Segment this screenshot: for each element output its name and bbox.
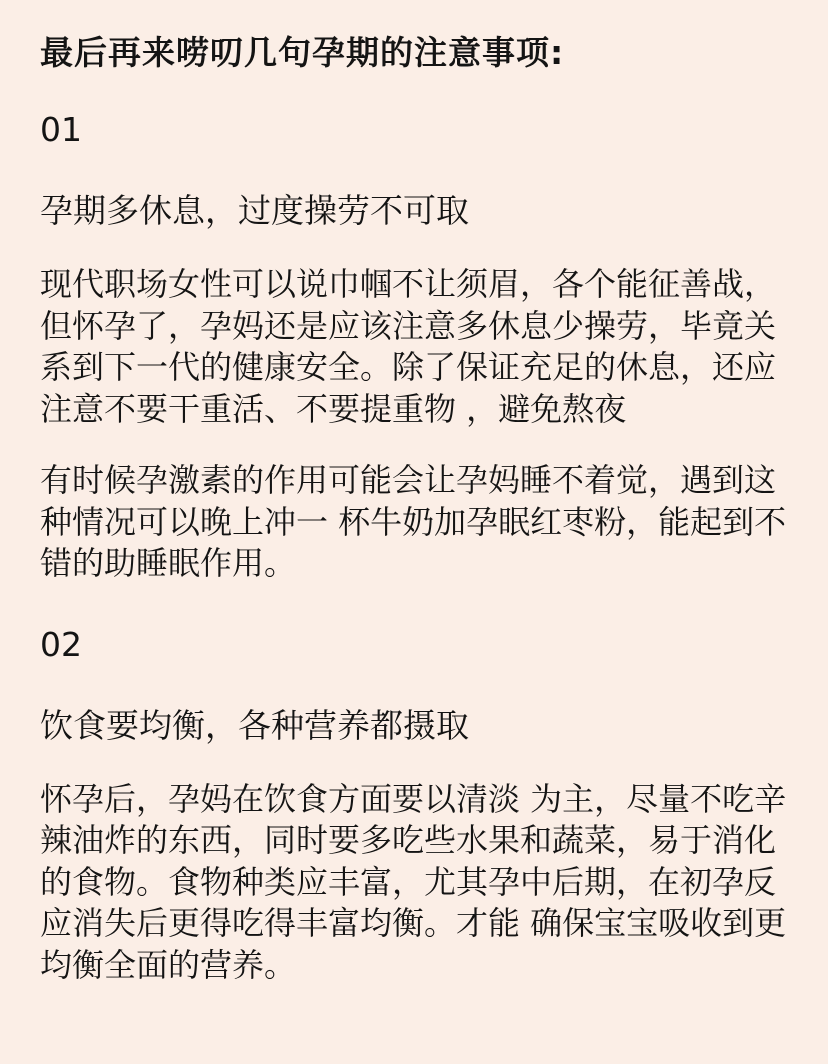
section-heading: 孕期多休息，过度操劳不可取 <box>40 191 469 230</box>
page-title: 最后再来唠叨几句孕期的注意事项: <box>40 33 565 72</box>
section-number: 01 <box>40 110 82 149</box>
paragraph: 有时候孕激素的作用可能会让孕妈睡不着觉，遇到这种情况可以晚上冲一 杯牛奶加孕眠红枣粉，能起到不错的助睡眠作用。 <box>40 461 787 582</box>
paragraph: 现代职场女性可以说巾帼不让须眉，各个能征善战，但怀孕了，孕妈还是应该注意多休息少操劳，毕竟关系到下一代的健康安全。除了保证充足的休息，还应注意不要干重活、不要提重物 ，避免熬夜 <box>40 265 777 428</box>
section-heading: 饮食要均衡，各种营养都摄取 <box>40 705 469 745</box>
section-number: 02 <box>40 624 82 664</box>
paragraph: 怀孕后，孕妈在饮食方面要以清淡 为主，尽量不吃辛辣油炸的东西，同时要多吃些水果和蔬菜，易于消化的食物。食物种类应丰富，尤其孕中后期，在初孕反应消失后更得吃得丰富均衡。才能 确保宝宝吸收到更均衡全面的营养。 <box>40 779 787 984</box>
